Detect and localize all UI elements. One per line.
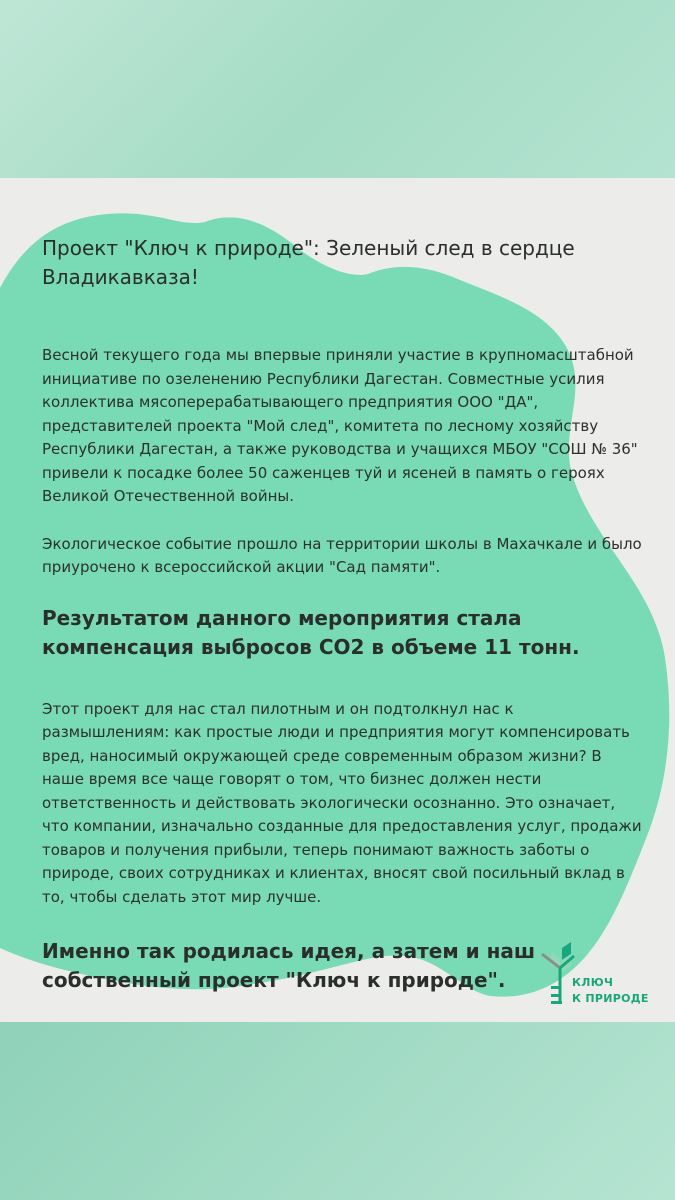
bottom-background-band — [0, 1022, 675, 1200]
article-title: Проект "Ключ к природе": Зеленый след в сердце Владикавказа! — [42, 236, 575, 289]
key-to-nature-logo — [540, 942, 660, 1012]
top-background-band — [0, 0, 675, 178]
logo-text-line2: К ПРИРОДЕ — [572, 992, 649, 1005]
paragraph-reflection: Этот проект для нас стал пилотным и он подтолкнул нас к размышлениям: как простые люди и предприятия могут компенсировать вред, наносимый окружающей среде современным образом жизни? В наше время все чаще говорят о том, что бизнес должен нести ответственность и действовать экологически осознанно. Это означает, что компании, изначально созданные для предоставления услуг, продажи товаров и получения прибыли, теперь понимают важность заботы о природе, своих сотрудниках и клиентах, вносят свой посильный вклад в то, чтобы сделать этот мир лучше. — [42, 699, 642, 906]
highlight-idea: Именно так родилась идея, а затем и наш собственный проект "Ключ к природе". — [42, 939, 536, 992]
content-card — [0, 178, 675, 1022]
article-content — [42, 234, 642, 1022]
logo-text-line1: КЛЮЧ — [572, 976, 614, 989]
paragraph-event: Экологическое событие прошло на территории школы в Махачкале и было приурочено к всероссийской акции "Сад памяти". — [42, 534, 642, 576]
highlight-result: Результатом данного мероприятия стала компенсация выбросов CO2 в объеме 11 тонн. — [42, 605, 580, 659]
paragraph-intro: Весной текущего года мы впервые приняли участие в крупномасштабной инициативе по озеленению Республики Дагестан. Совместные усилия коллектива мясоперерабатывающего предприятия ООО "ДА", представителей проекта "Мой след", комитета по лесному хозяйству Республики Дагестан, а также руководства и учащихся МБОУ "СОШ № 36" привели к посадке более 50 саженцев туй и ясеней в память о героях Великой Отечественной войны. — [42, 346, 638, 505]
